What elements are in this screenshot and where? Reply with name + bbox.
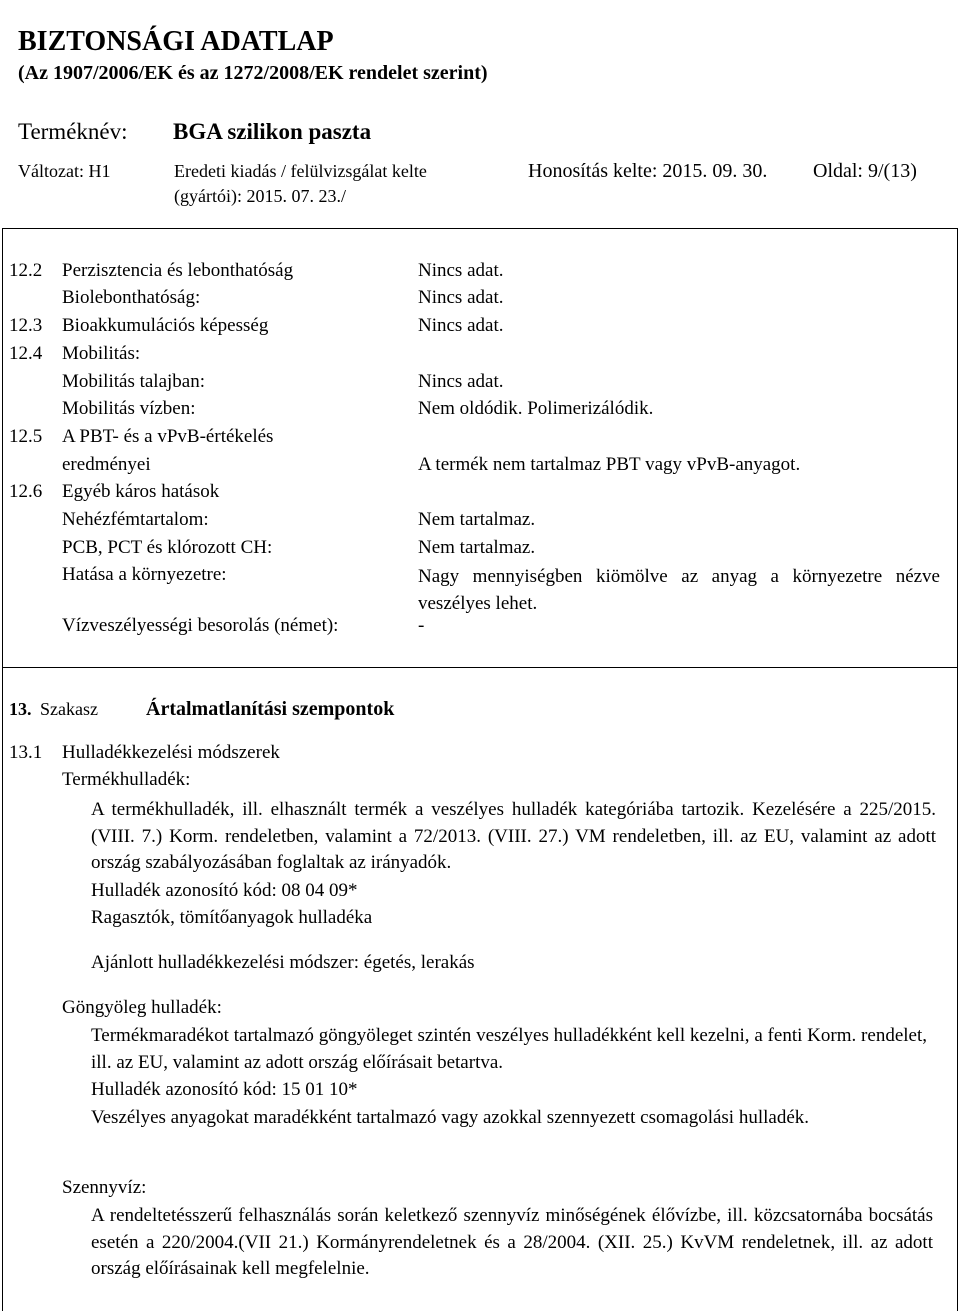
section-divider [2, 667, 958, 668]
row-label: Nehézfémtartalom: [62, 509, 209, 530]
row-label: eredményei [62, 454, 151, 475]
recommended-method: Ajánlott hulladékkezelési módszer: égetés, lerakás [91, 952, 475, 973]
subsection-number: 13.1 [9, 742, 43, 763]
validation-date: Honosítás kelte: 2015. 09. 30. [528, 160, 768, 182]
product-waste-text: A termékhulladék, ill. elhasznált termék a veszélyes hulladék kategóriába tartozik. Kezelésére a 225/2015. (VIII. 7.) Korm. rendeletben, valamint a 72/2013. (VIII. 27.) VM rendeletben, ill. az EU, valamint az adott ország szabályozásában foglaltak az irányadók. [91, 799, 936, 873]
row-value: Nagy mennyiségben kiömölve az anyag a környezetre nézve veszélyes lehet. [418, 566, 940, 614]
row-label: A PBT- és a vPvB-értékelés [62, 426, 274, 447]
row-num: 12.4 [9, 343, 43, 364]
row-label: Perzisztencia és lebonthatóság [62, 260, 294, 281]
row-value: Nincs adat. [418, 287, 504, 308]
row-num: 12.3 [9, 315, 43, 336]
product-name: BGA szilikon paszta [173, 119, 372, 144]
row-value: - [418, 615, 425, 636]
section-number: 13. [9, 699, 32, 719]
row-value: A termék nem tartalmaz PBT vagy vPvB-anyagot. [418, 454, 801, 475]
row-label: Mobilitás: [62, 343, 141, 364]
row-value: Nem oldódik. Polimerizálódik. [418, 398, 654, 419]
version: Változat: H1 [18, 161, 111, 181]
frame-left-line [2, 228, 3, 1311]
packaging-waste-code: Hulladék azonosító kód: 15 01 10* [91, 1079, 358, 1100]
row-num: 12.5 [9, 426, 43, 447]
row-label: Hatása a környezetre: [62, 564, 227, 585]
product-waste-code: Hulladék azonosító kód: 08 04 09* [91, 880, 358, 901]
subsection-title: Hulladékkezelési módszerek [62, 742, 280, 763]
row-label: Bioakkumulációs képesség [62, 315, 269, 336]
row-num: 12.2 [9, 260, 43, 281]
row-label: PCB, PCT és klórozott CH: [62, 537, 273, 558]
wastewater-label: Szennyvíz: [62, 1177, 147, 1198]
row-value: Nem tartalmaz. [418, 537, 536, 558]
document-subtitle: (Az 1907/2006/EK és az 1272/2008/EK rendelet szerint) [18, 62, 488, 84]
issue-date-line2: (gyártói): 2015. 07. 23./ [174, 186, 346, 206]
page-number: Oldal: 9/(13) [813, 160, 917, 182]
row-label: Mobilitás vízben: [62, 398, 196, 419]
row-label: Mobilitás talajban: [62, 371, 206, 392]
product-label: Terméknév: [18, 119, 128, 144]
frame-top-line [2, 228, 958, 229]
frame-right-line [957, 228, 958, 1311]
row-value: Nincs adat. [418, 260, 504, 281]
row-label: Vízveszélyességi besorolás (német): [62, 615, 339, 636]
product-waste-code-desc: Ragasztók, tömítőanyagok hulladéka [91, 907, 373, 928]
issue-date-line1: Eredeti kiadás / felülvizsgálat kelte [174, 161, 427, 181]
packaging-waste-text: Termékmaradékot tartalmazó göngyöleget szintén veszélyes hulladékként kell kezelni, a fenti Korm. rendelet, ill. az EU, valamint az adott ország előírásait betartva. [91, 1025, 927, 1073]
row-num: 12.6 [9, 481, 43, 502]
wastewater-text: A rendeltetésszerű felhasználás során keletkező szennyvíz minőségének élővízbe, ill. közcsatornába bocsátás esetén a 220/2004.(VII 21.) Kormányrendeletnek és a 28/2004. (XII. 25.) KvVM rendeletnek, ill. az adott ország előírásainak kell megfelelnie. [91, 1205, 933, 1279]
row-value: Nem tartalmaz. [418, 509, 536, 530]
product-waste-label: Termékhulladék: [62, 769, 191, 790]
row-value: Nincs adat. [418, 371, 504, 392]
section-word: Szakasz [40, 699, 98, 719]
packaging-waste-code-desc: Veszélyes anyagokat maradékként tartalmazó vagy azokkal szennyezett csomagolási hulladék. [91, 1107, 810, 1128]
row-label: Egyéb káros hatások [62, 481, 220, 502]
row-value: Nincs adat. [418, 315, 504, 336]
document-title: BIZTONSÁGI ADATLAP [18, 26, 334, 57]
packaging-waste-label: Göngyöleg hulladék: [62, 997, 222, 1018]
row-label: Biolebonthatóság: [62, 287, 201, 308]
section-title: Ártalmatlanítási szempontok [146, 698, 395, 720]
